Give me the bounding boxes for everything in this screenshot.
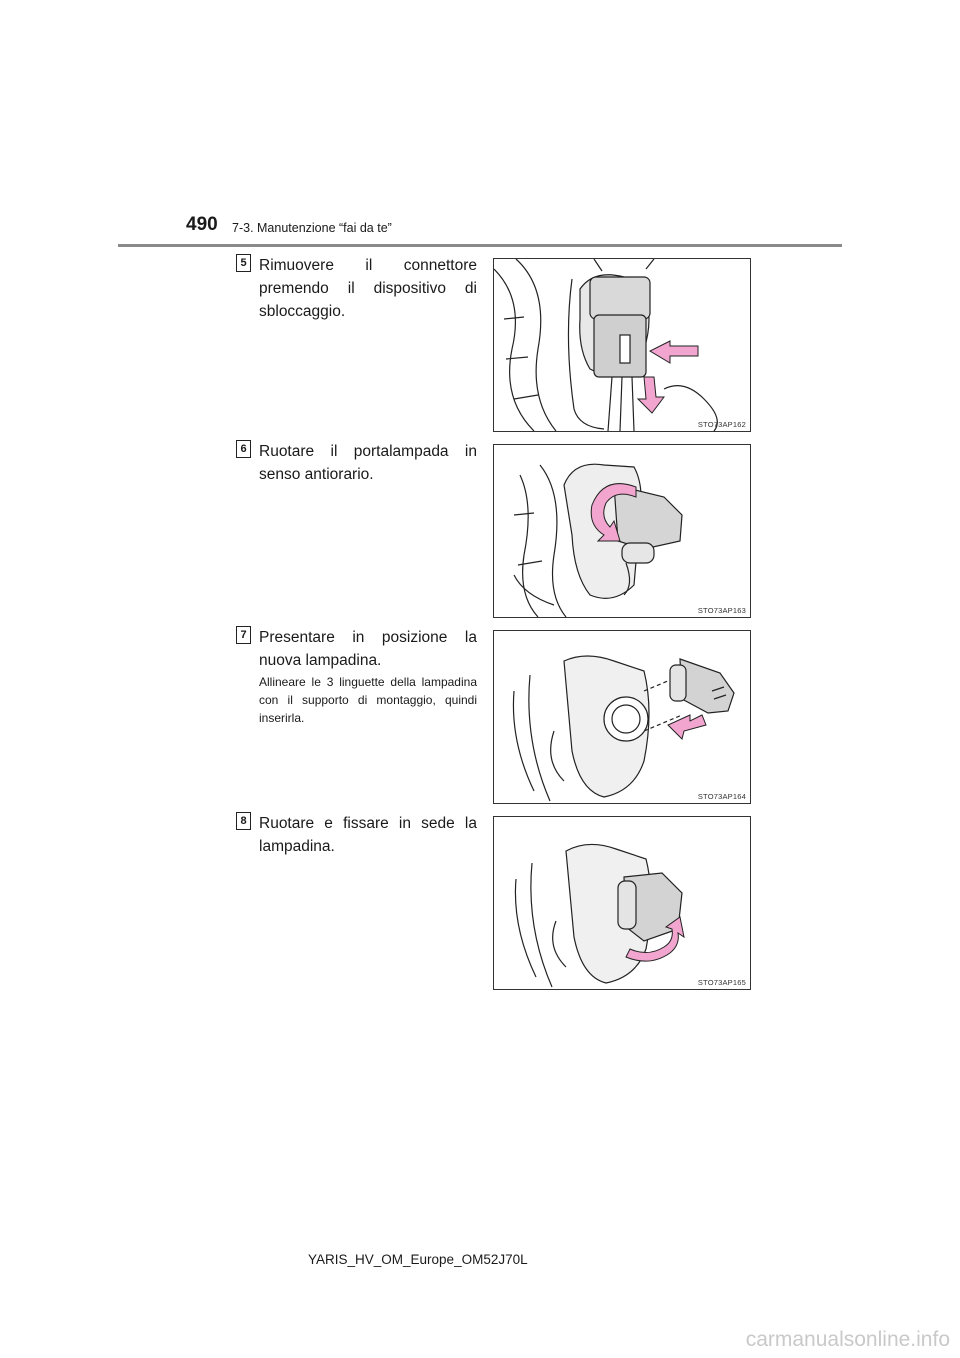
step-6-text: Ruotare il portalampada in senso antiorario. [259,443,477,483]
page-number: 490 [186,214,218,235]
watermark: carmanualsonline.info [745,1328,950,1351]
step-8-figure [493,816,751,990]
section-title: 7-3. Manutenzione “fai da te” [232,221,392,235]
figure-code: STO73AP165 [697,978,746,987]
step-7-note: Allineare le 3 linguette della lampadina con il supporto di montaggio, quindi inserirla. [259,675,477,725]
step-6-figure [493,444,751,618]
bulb-insert-illustration [494,631,750,803]
step-7-badge: 7 [236,626,251,644]
step-5-badge: 5 [236,254,251,272]
push-arrow-icon [650,341,698,363]
bulb-rotate-fix-illustration [494,817,750,989]
figure-code: STO73AP164 [697,792,746,801]
step-8-text: Ruotare e fissare in sede la lampadina. [259,815,477,855]
document-code: YARIS_HV_OM_Europe_OM52J70L [308,1252,528,1267]
step-7-figure [493,630,751,804]
socket-rotate-ccw-illustration [494,445,750,617]
step-7-text: Presentare in posizione la nuova lampadina. [259,629,477,669]
header-divider [118,244,842,247]
step-5-figure [493,258,751,432]
step-5-text: Rimuovere il connettore premendo il dispositivo di sbloccaggio. [259,257,477,320]
connector-release-illustration [494,259,750,431]
insert-arrow-icon [668,715,706,739]
step-8-badge: 8 [236,812,251,830]
pull-down-arrow-icon [638,377,664,413]
figure-code: STO73AP162 [697,420,746,429]
step-6-badge: 6 [236,440,251,458]
figure-code: STO73AP163 [697,606,746,615]
